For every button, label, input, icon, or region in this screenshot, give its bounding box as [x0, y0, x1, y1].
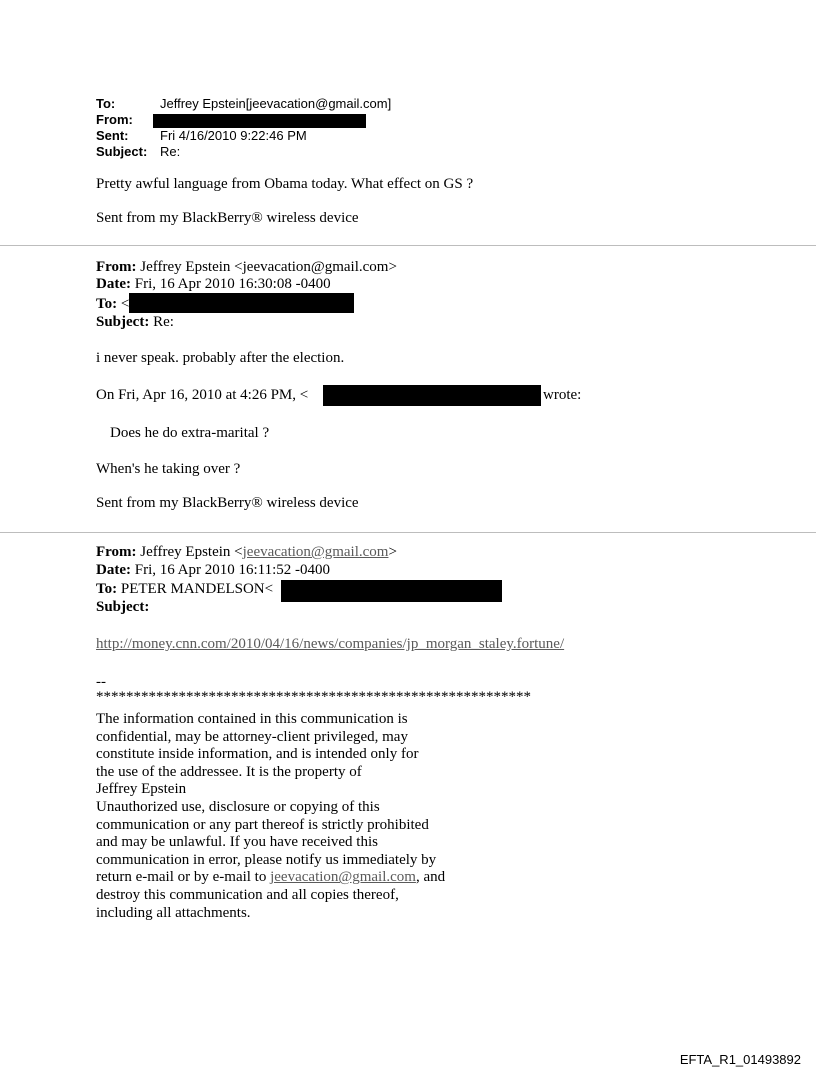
quoted-line: Does he do extra-marital ? — [110, 425, 270, 441]
header-sent-label: Sent: — [96, 128, 129, 143]
header-from-label: From: — [96, 112, 133, 127]
header-to-value: Jeffrey Epstein[jeevacation@gmail.com] — [160, 96, 392, 111]
header-sent-value: Fri 4/16/2010 9:22:46 PM — [160, 128, 307, 143]
message3-to: To: PETER MANDELSON< — [96, 581, 274, 597]
quote-wrote: wrote: — [543, 387, 582, 403]
message3-from: From: Jeffrey Epstein <jeevacation@gmail.com> — [96, 544, 397, 560]
document-id: EFTA_R1_01493892 — [679, 1052, 801, 1067]
header-to-label: To: — [96, 96, 116, 111]
message-signature: Sent from my BlackBerry® wireless device — [96, 210, 359, 226]
disclaimer-line: destroy this communication and all copies thereof, — [96, 886, 399, 903]
message3-subject-label: Subject: — [96, 599, 150, 615]
article-link[interactable]: http://money.cnn.com/2010/04/16/news/companies/jp_morgan_staley.fortune/ — [96, 636, 565, 652]
redaction-bar — [323, 385, 541, 406]
message2-to: To: < — [96, 296, 130, 312]
redaction-bar — [153, 114, 366, 128]
quoted-line: When's he taking over ? — [96, 461, 241, 477]
message2-date: Date: Fri, 16 Apr 2010 16:30:08 -0400 — [96, 276, 331, 292]
header-subject-value: Re: — [160, 144, 181, 159]
quote-intro: On Fri, Apr 16, 2010 at 4:26 PM, < — [96, 387, 309, 403]
disclaimer-line: and may be unlawful. If you have received this — [96, 834, 378, 851]
redaction-bar — [281, 580, 502, 602]
signature-dashes: -- — [96, 674, 106, 690]
message-body: Pretty awful language from Obama today. What effect on GS ? — [96, 176, 474, 192]
disclaimer-line: including all attachments. — [96, 904, 251, 921]
header-subject-label: Subject: — [96, 144, 148, 159]
message2-subject: Subject: Re: — [96, 314, 174, 330]
disclaimer-line: Jeffrey Epstein — [96, 781, 187, 798]
signature-stars: ********************************************************** — [96, 689, 531, 705]
disclaimer-line: confidential, may be attorney-client privileged, may — [96, 728, 408, 745]
disclaimer-line: return e-mail or by e-mail to jeevacation@gmail.com, and — [96, 869, 446, 886]
disclaimer-line: communication in error, please notify us immediately by — [96, 851, 437, 868]
message3-date: Date: Fri, 16 Apr 2010 16:11:52 -0400 — [96, 562, 331, 578]
email-link[interactable]: jeevacation@gmail.com — [242, 544, 389, 560]
confidentiality-disclaimer — [96, 711, 516, 922]
disclaimer-line: The information contained in this communication is — [96, 711, 408, 727]
email-link[interactable]: jeevacation@gmail.com — [270, 869, 416, 886]
message2-body: i never speak. probably after the election. — [96, 350, 345, 366]
message2-from: From: Jeffrey Epstein <jeevacation@gmail.com> — [96, 259, 397, 275]
redaction-bar — [129, 293, 354, 313]
message-signature: Sent from my BlackBerry® wireless device — [96, 495, 359, 511]
disclaimer-line: communication or any part thereof is strictly prohibited — [96, 816, 429, 833]
disclaimer-line: the use of the addressee. It is the property of — [96, 763, 362, 780]
disclaimer-line: Unauthorized use, disclosure or copying of this — [96, 798, 380, 815]
disclaimer-line: constitute inside information, and is intended only for — [96, 746, 419, 763]
separator-line — [0, 532, 816, 533]
separator-line — [0, 245, 816, 246]
